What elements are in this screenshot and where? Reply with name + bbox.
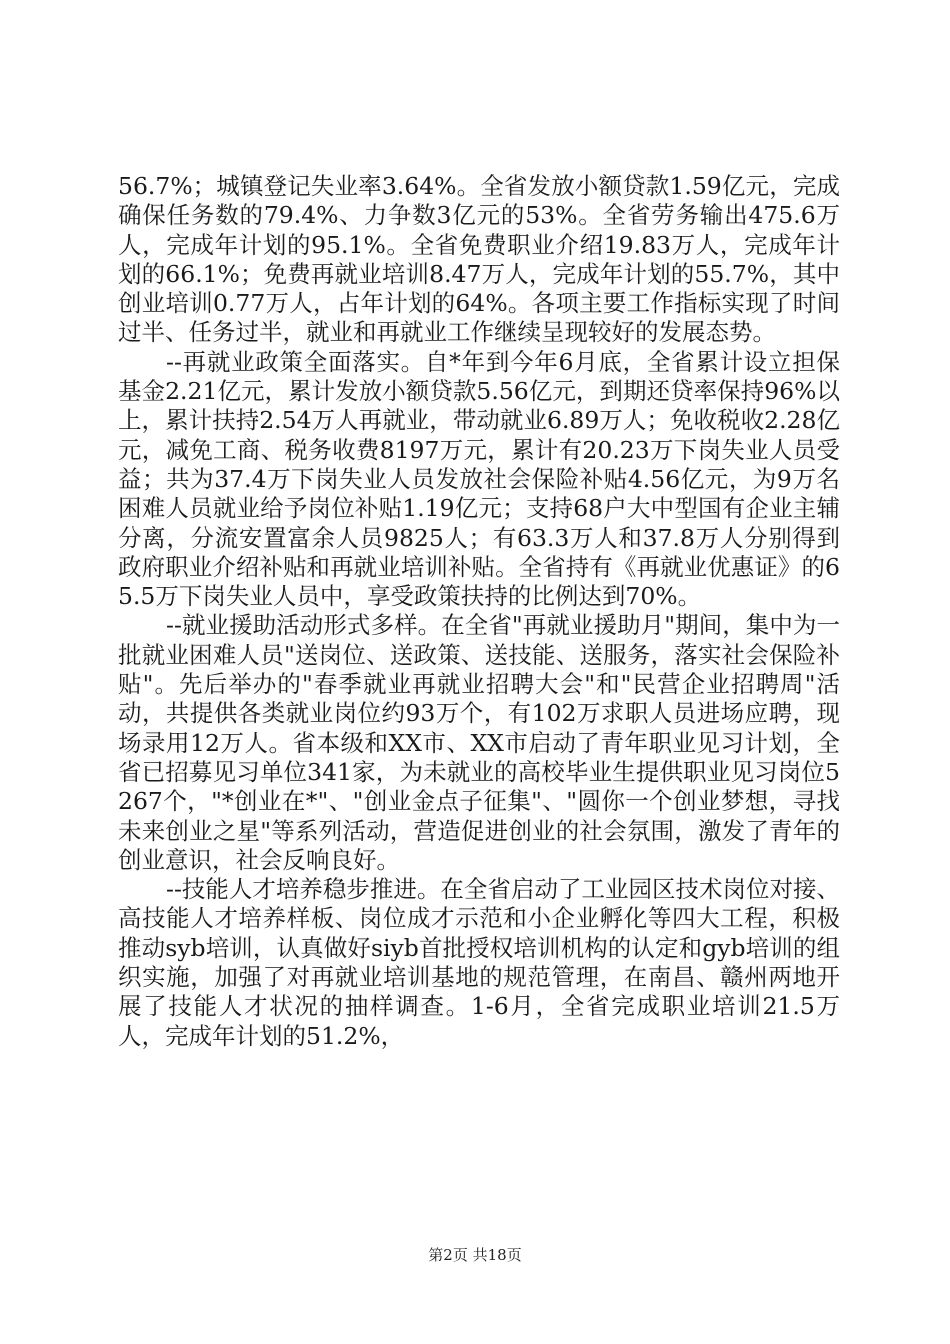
paragraph-employment-assistance: --就业援助活动形式多样。在全省"再就业援助月"期间，集中为一批就业困难人员"送岗位、送政策、送技能、送服务，落实社会保险补贴"。先后举办的"春季就业再就业招聘大会"和"民营企业招聘周"活动，共提供各类就业岗位约93万个，有102万求职人员进场应聘，现场录用12万人。省本级和XX市、XX市启动了青年职业见习计划，全省已招募见习单位341家，为未就业的高校毕业生提供职业见习岗位5267个，"*创业在*"、"创业金点子征集"、"圆你一个创业梦想，寻找未来创业之星"等系列活动，营造促进创业的社会氛围，激发了青年的创业意识，社会反响良好。 <box>118 611 840 874</box>
paragraph-reemployment-policy: --再就业政策全面落实。自*年到今年6月底，全省累计设立担保基金2.21亿元，累计发放小额贷款5.56亿元，到期还贷率保持96%以上，累计扶持2.54万人再就业，带动就业6.89万人；免收税收2.28亿元，减免工商、税务收费8197万元，累计有20.23万下岗失业人员受益；共为37.4万下岗失业人员发放社会保险补贴4.56亿元，为9万名困难人员就业给予岗位补贴1.19亿元；支持68户大中型国有企业主辅分离，分流安置富余人员9825人；有63.3万人和37.8万人分别得到政府职业介绍补贴和再就业培训补贴。全省持有《再就业优惠证》的65.5万下岗失业人员中，享受政策扶持的比例达到70%。 <box>118 347 840 611</box>
paragraph-employment-summary: 56.7%；城镇登记失业率3.64%。全省发放小额贷款1.59亿元，完成确保任务数的79.4%、力争数3亿元的53%。全省劳务输出475.6万人，完成年计划的95.1%。全省免费职业介绍19.83万人，完成年计划的66.1%；免费再就业培训8.47万人，完成年计划的55.7%，其中创业培训0.77万人，占年计划的64%。各项主要工作指标实现了时间过半、任务过半，就业和再就业工作继续呈现较好的发展态势。 <box>118 172 840 347</box>
page-footer: 第2页 共18页 <box>428 1246 522 1264</box>
paragraph-skills-training: --技能人才培养稳步推进。在全省启动了工业园区技术岗位对接、高技能人才培养样板、岗位成才示范和小企业孵化等四大工程，积极推动syb培训，认真做好siyb首批授权培训机构的认定和gyb培训的组织实施，加强了对再就业培训基地的规范管理，在南昌、赣州两地开展了技能人才状况的抽样调查。1-6月，全省完成职业培训21.5万人，完成年计划的51.2%， <box>118 875 840 1050</box>
document-body <box>118 172 840 1051</box>
